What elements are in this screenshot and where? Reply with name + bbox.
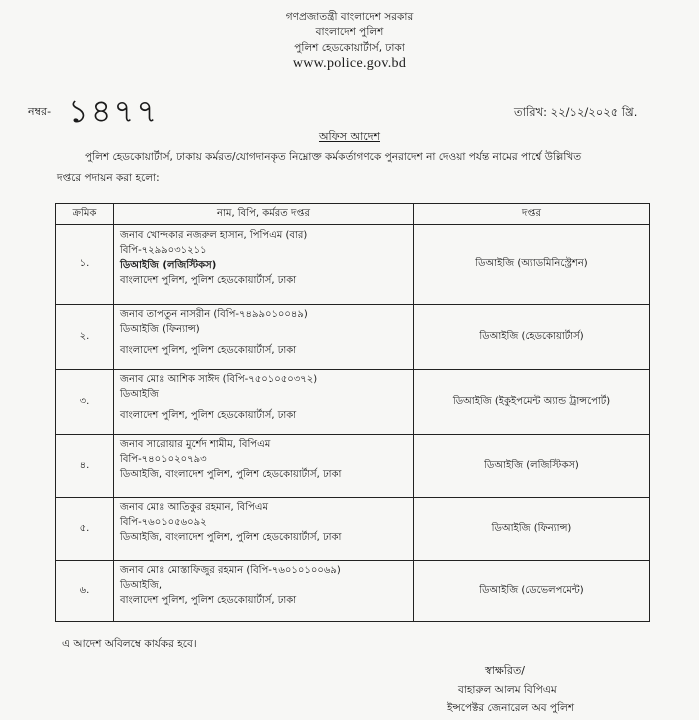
header-serial: ক্রমিক: [56, 204, 114, 225]
table-row: [56, 561, 650, 622]
header-name: নাম, বিপি, কর্মরত দপ্তর: [114, 204, 414, 225]
signed-label: স্বাক্ষরিত/: [485, 664, 525, 677]
officer-current-post: ডিআইজি, বাংলাদেশ পুলিশ, পুলিশ হেডকোয়ার্টার্স, ঢাকা: [120, 469, 342, 480]
header-police: বাংলাদেশ পুলিশ: [315, 26, 384, 38]
row-serial: ২.: [56, 305, 114, 370]
officer-current-post: ডিআইজি (লজিস্টিকস): [120, 260, 217, 271]
row-new-office: ডিআইজি (হেডকোয়ার্টার্স): [414, 305, 650, 370]
officer-current-office: বাংলাদেশ পুলিশ, পুলিশ হেডকোয়ার্টার্স, ঢাকা: [120, 275, 297, 286]
row-new-office: ডিআইজি (ফিন্যান্স): [414, 498, 650, 561]
row-details: [114, 435, 414, 498]
header-office: দপ্তর: [414, 204, 650, 225]
row-details: [114, 225, 414, 305]
officer-current-post: ডিআইজি: [120, 389, 159, 400]
signatory-name: বাহারুল আলম বিপিএম: [458, 684, 557, 696]
order-date: তারিখ: ২২/১২/২০২৫ খ্রি.: [514, 105, 638, 119]
row-details: [114, 561, 414, 622]
officer-name: জনাব সারোয়ার মুর্শেদ শামীম, বিপিএম: [120, 439, 271, 450]
table-row: [56, 305, 650, 370]
header-headquarters: পুলিশ হেডকোয়ার্টার্স, ঢাকা: [294, 42, 405, 54]
row-serial: ৪.: [56, 435, 114, 498]
officer-name: জনাব খোন্দকার নজরুল হাসান, পিপিএম (বার): [120, 230, 308, 241]
officer-name: জনাব মোঃ আশিক সাঈদ (বিপি-৭৫০১০৫০৩৭২): [120, 374, 318, 385]
intro-text-line2: দপ্তরে পদায়ন করা হলো:: [57, 172, 160, 184]
page-title: অফিস আদেশ: [318, 130, 380, 143]
officer-name: জনাব মোঃ মোস্তাফিজুর রহমান (বিপি-৭৬০১০১০০৬৯): [120, 565, 341, 576]
row-serial: ৬.: [56, 561, 114, 622]
officer-bp: বিপি-৭২৯৯০৩১২১১: [120, 245, 207, 256]
row-details: [114, 370, 414, 435]
officer-name: জনাব মোঃ আতিকুর রহমান, বিপিএম: [120, 502, 269, 513]
row-serial: ৩.: [56, 370, 114, 435]
officer-name: জনাব তাপতুন নাসরীন (বিপি-৭৪৯৯০১০০৪৯): [120, 309, 308, 320]
row-serial: ৫.: [56, 498, 114, 561]
row-new-office: ডিআইজি (অ্যাডমিনিস্ট্রেশন): [414, 225, 650, 305]
officer-current-post: ডিআইজি, বাংলাদেশ পুলিশ, পুলিশ হেডকোয়ার্টার্স, ঢাকা: [120, 532, 342, 543]
memo-label: নম্বর-: [28, 105, 52, 118]
table-row: [56, 225, 650, 305]
officer-bp: বিপি-৭৬০১০৫৬০৯২: [120, 517, 207, 528]
table-row: [56, 498, 650, 561]
officer-current-office: বাংলাদেশ পুলিশ, পুলিশ হেডকোয়ার্টার্স, ঢাকা: [120, 345, 297, 356]
row-serial: ১.: [56, 225, 114, 305]
officer-bp: বিপি-৭৪০১০২০৭৯৩: [120, 454, 207, 465]
table-row: [56, 435, 650, 498]
header-website[interactable]: www.police.gov.bd: [292, 56, 407, 71]
officer-current-office: বাংলাদেশ পুলিশ, পুলিশ হেডকোয়ার্টার্স, ঢাকা: [120, 410, 297, 421]
table-header-row: [56, 204, 650, 225]
row-details: [114, 498, 414, 561]
row-new-office: ডিআইজি (লজিস্টিকস): [414, 435, 650, 498]
row-new-office: ডিআইজি (ইকুইপমেন্ট অ্যান্ড ট্রান্সপোর্ট): [414, 370, 650, 435]
header-government: গণপ্রজাতন্ত্রী বাংলাদেশ সরকার: [285, 11, 414, 23]
officer-current-post: ডিআইজি,: [120, 580, 163, 591]
signatory-designation: ইন্সপেক্টর জেনারেল অব পুলিশ: [447, 702, 575, 714]
row-details: [114, 305, 414, 370]
effective-note: এ আদেশ অবিলম্বে কার্যকর হবে।: [62, 638, 197, 650]
row-new-office: ডিআইজি (ডেভেলপমেন্ট): [414, 561, 650, 622]
intro-text-line1: পুলিশ হেডকোয়ার্টার্স, ঢাকায় কর্মরত/যোগদানকৃত নিম্নোক্ত কর্মকর্তাগণকে পুনরাদেশ না দেওয়া পর্যন্ত নামের পার্শ্বে উল্লিখিত: [85, 151, 582, 163]
officer-current-office: বাংলাদেশ পুলিশ, পুলিশ হেডকোয়ার্টার্স, ঢাকা: [120, 595, 297, 606]
table-row: [56, 370, 650, 435]
posting-table: [55, 203, 650, 622]
memo-number: ১৪৭৭: [68, 93, 160, 129]
officer-current-post: ডিআইজি (ফিন্যান্স): [120, 324, 200, 335]
